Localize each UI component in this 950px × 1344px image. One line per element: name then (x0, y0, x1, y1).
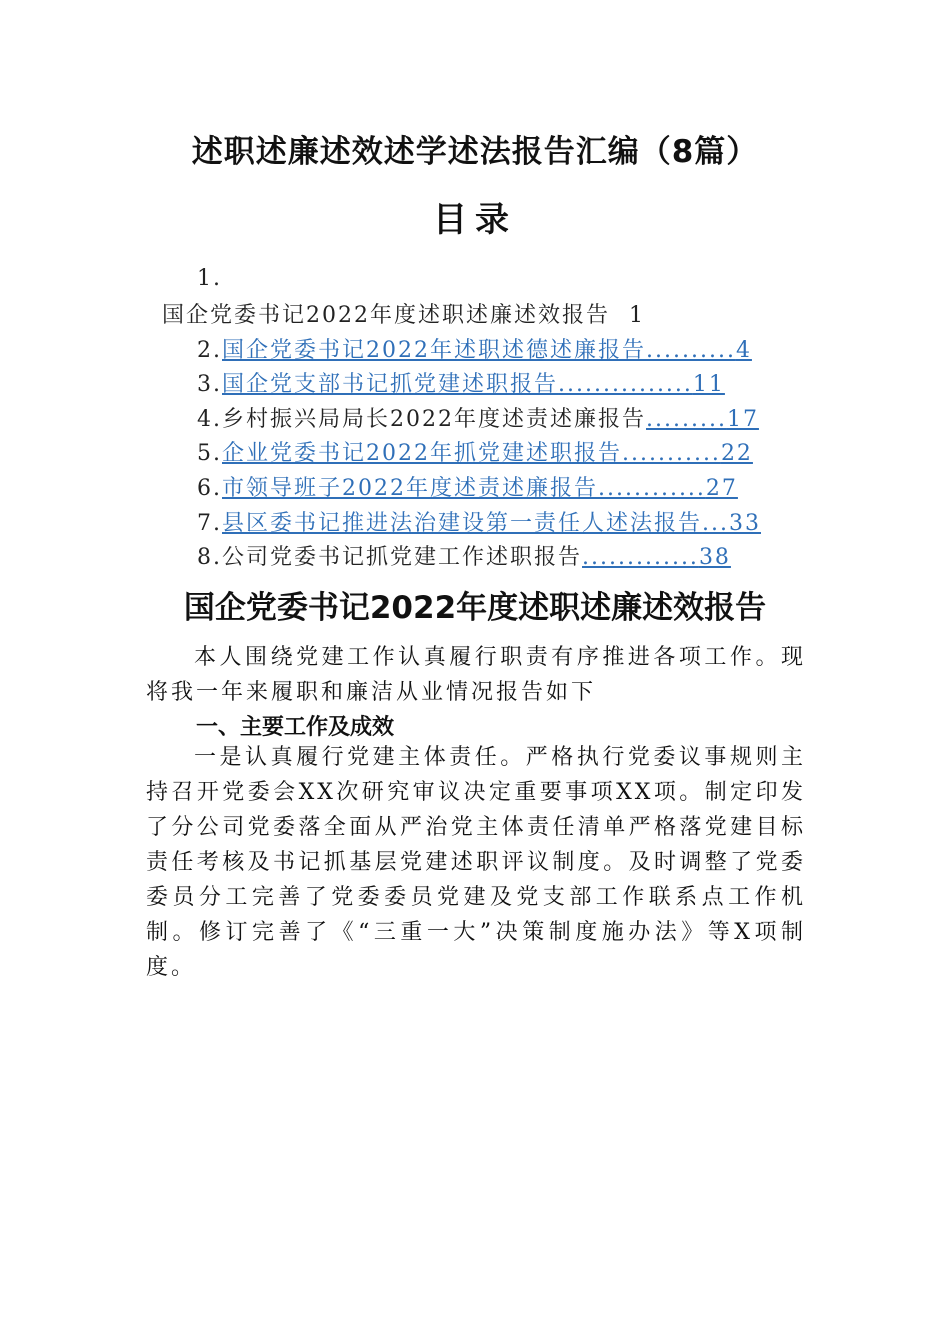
toc-number: 7. (197, 511, 222, 536)
toc-label[interactable]: 乡村振兴局局长2022年度述责述廉报告 (222, 407, 646, 432)
toc-number: 4. (197, 407, 222, 432)
toc-leader: .......... (646, 338, 736, 363)
toc-page-number[interactable]: 11 (692, 372, 725, 397)
toc-leader: ............ (598, 476, 706, 501)
toc-number: 6. (197, 476, 222, 501)
toc-label[interactable]: 国企党委书记2022年度述职述廉述效报告 (162, 303, 610, 328)
toc-label[interactable]: 公司党委书记抓党建工作述职报告 (222, 545, 583, 570)
toc-label[interactable]: 市领导班子2022年度述责述廉报告 (222, 476, 598, 501)
toc-page-number[interactable]: 4 (735, 338, 752, 363)
toc-leader: ............... (558, 372, 693, 397)
toc-number: 1. (197, 266, 222, 291)
toc-label[interactable]: 国企党委书记2022年述职述德述廉报告 (222, 338, 646, 363)
toc-leader: ........... (622, 441, 721, 466)
document-title: 述职述廉述效述学述法报告汇编（8篇） (191, 134, 759, 170)
toc-leader: ......... (646, 407, 727, 432)
toc-page-number[interactable]: 38 (698, 545, 731, 570)
toc-number: 5. (197, 441, 222, 466)
section-paragraph: 一是认真履行党建主体责任。严格执行党委议事规则主持召开党委会XX次研究审议决定重要事项XX项。制定印发了分公司党委落全面从严治党主体责任清单严格落党建目标责任考核及书记抓基层党建述职评议制度。及时调整了党委委员分工完善了党委委员党建及党支部工作联系点工作机制。修订完善了《“三重一大”决策制度施办法》等X项制度。 (146, 745, 806, 980)
toc-entry-1-number (197, 266, 222, 291)
toc-label[interactable]: 国企党支部书记抓党建述职报告 (222, 372, 559, 397)
toc-entry-6[interactable] (197, 471, 738, 502)
toc-page-number[interactable]: 33 (729, 511, 761, 536)
toc-number: 2. (197, 338, 222, 363)
toc-page-number[interactable]: 1 (629, 303, 645, 328)
toc-entry-3[interactable] (197, 367, 725, 398)
section-heading: 一、主要工作及成效 (196, 715, 395, 740)
toc-label[interactable]: 县区委书记推进法治建设第一责任人述法报告 (222, 511, 703, 536)
toc-entry-1[interactable] (162, 298, 645, 329)
toc-leader: ... (702, 511, 729, 536)
toc-page-number[interactable]: 27 (705, 476, 738, 501)
report-intro-paragraph: 本人围绕党建工作认真履行职责有序推进各项工作。现将我一年来履职和廉洁从业情况报告如下 (146, 645, 806, 705)
report-title: 国企党委书记2022年度述职述廉述效报告 (183, 590, 767, 626)
toc-number: 8. (197, 545, 222, 570)
toc-entry-5[interactable] (197, 436, 753, 467)
toc-entry-2[interactable] (197, 333, 752, 364)
toc-number: 3. (197, 372, 222, 397)
toc-label[interactable]: 企业党委书记2022年抓党建述职报告 (222, 441, 622, 466)
toc-entry-7[interactable] (197, 506, 761, 537)
toc-entry-4[interactable] (197, 402, 759, 433)
toc-page-number[interactable]: 22 (720, 441, 753, 466)
toc-heading: 目录 (433, 200, 517, 240)
toc-entry-8[interactable] (197, 540, 731, 571)
toc-leader: ............. (582, 545, 699, 570)
toc-page-number[interactable]: 17 (726, 407, 759, 432)
